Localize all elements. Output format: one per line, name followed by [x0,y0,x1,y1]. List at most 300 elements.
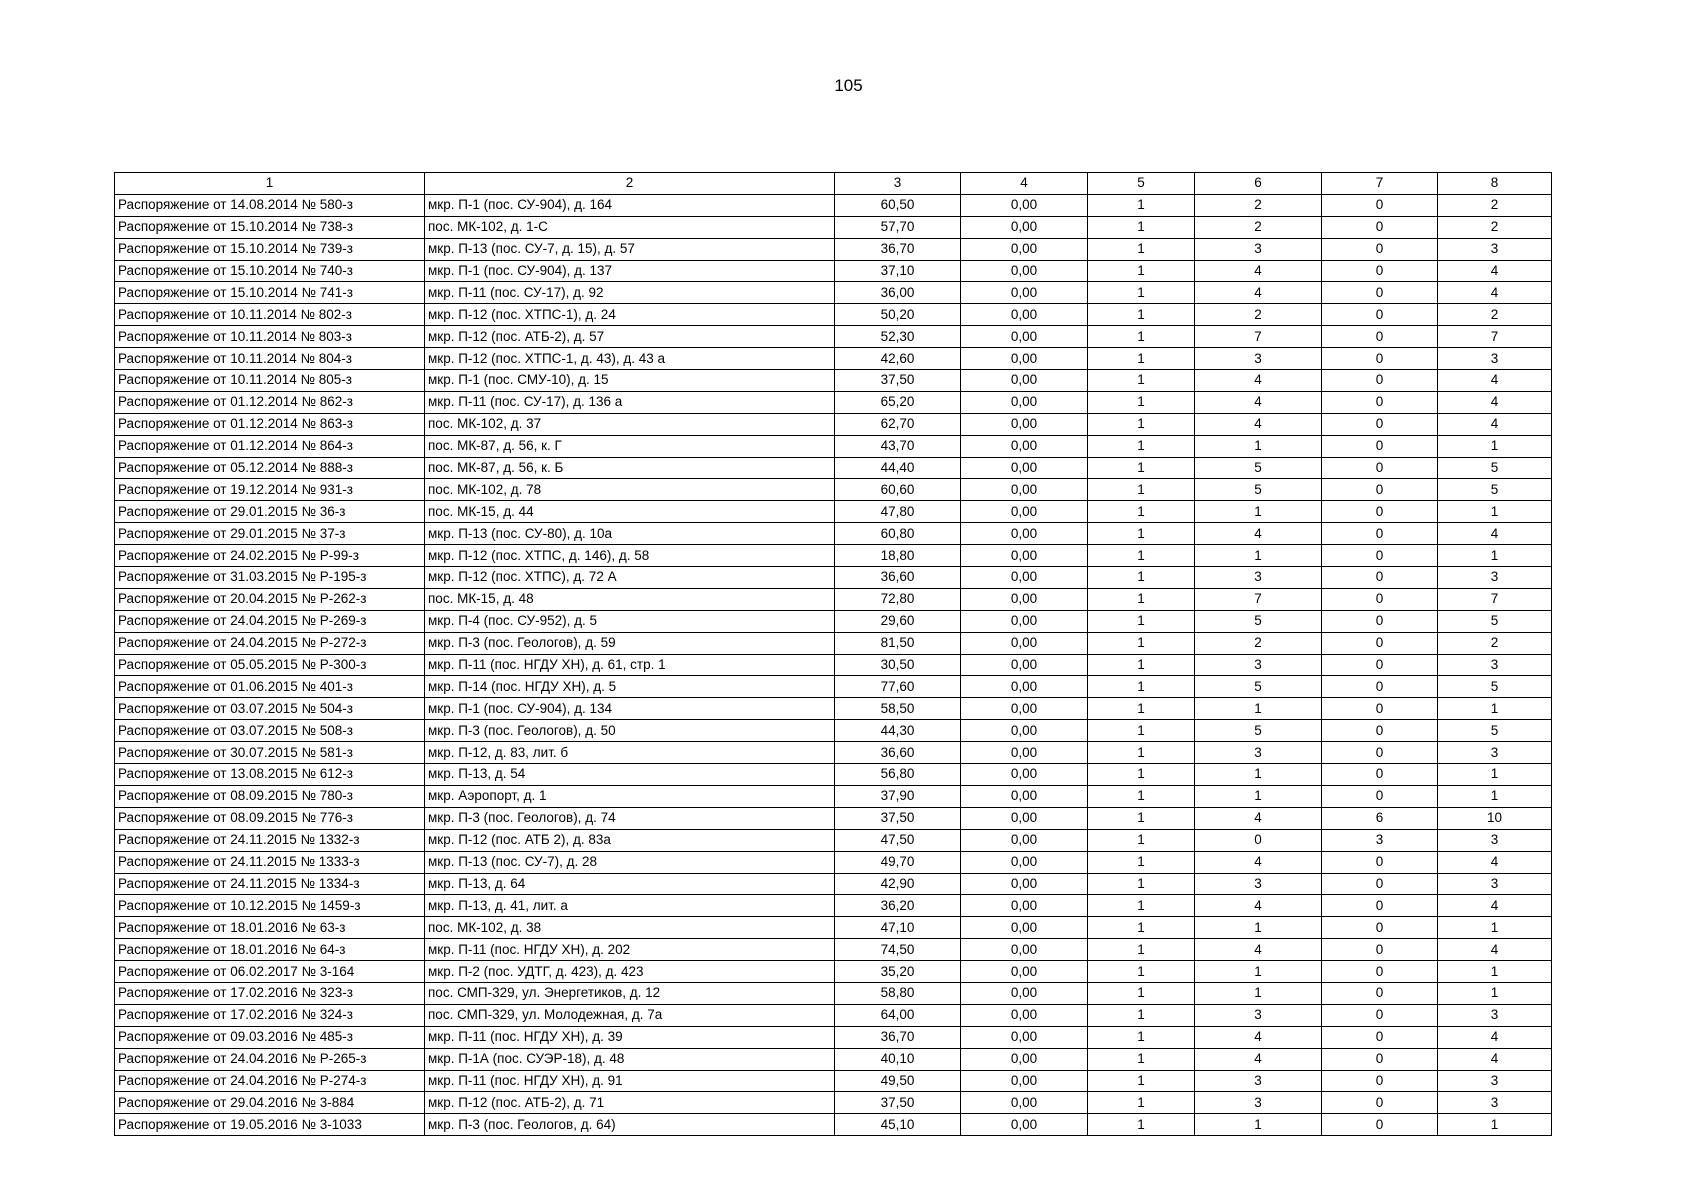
area-cell: 37,10 [835,260,961,282]
value-cell: 0,00 [961,873,1088,895]
table-row [115,873,1552,895]
count-cell: 0 [1322,479,1438,501]
count-cell: 1 [1088,501,1195,523]
total-cell: 7 [1438,588,1552,610]
count-cell: 1 [1088,851,1195,873]
count-cell: 0 [1322,720,1438,742]
document-cell: Распоряжение от 10.11.2014 № 803-з [115,326,425,348]
address-cell: мкр. П-2 (пос. УДТГ, д. 423), д. 423 [425,961,835,983]
count-cell: 2 [1195,304,1322,326]
count-cell: 5 [1195,457,1322,479]
count-cell: 1 [1195,785,1322,807]
table-row [115,654,1552,676]
count-cell: 0 [1322,764,1438,786]
address-cell: мкр. П-3 (пос. Геологов, д. 64) [425,1114,835,1136]
value-cell: 0,00 [961,588,1088,610]
area-cell: 81,50 [835,632,961,654]
count-cell: 1 [1088,764,1195,786]
document-cell: Распоряжение от 24.04.2016 № Р-265-з [115,1048,425,1070]
count-cell: 1 [1088,698,1195,720]
count-cell: 0 [1322,1048,1438,1070]
table-row [115,1004,1552,1026]
total-cell: 4 [1438,260,1552,282]
value-cell: 0,00 [961,1026,1088,1048]
count-cell: 0 [1322,610,1438,632]
count-cell: 0 [1322,1004,1438,1026]
table-row [115,829,1552,851]
count-cell: 0 [1322,304,1438,326]
table-row [115,895,1552,917]
area-cell: 72,80 [835,588,961,610]
table-row [115,676,1552,698]
column-header: 4 [961,173,1088,195]
address-cell: мкр. П-1 (пос. СУ-904), д. 137 [425,260,835,282]
address-cell: пос. МК-102, д. 78 [425,479,835,501]
total-cell: 1 [1438,698,1552,720]
count-cell: 1 [1088,545,1195,567]
total-cell: 1 [1438,501,1552,523]
count-cell: 1 [1088,939,1195,961]
document-cell: Распоряжение от 01.06.2015 № 401-з [115,676,425,698]
value-cell: 0,00 [961,917,1088,939]
table-row [115,698,1552,720]
total-cell: 3 [1438,1004,1552,1026]
count-cell: 1 [1088,479,1195,501]
document-cell: Распоряжение от 10.11.2014 № 804-з [115,348,425,370]
document-cell: Распоряжение от 05.05.2015 № Р-300-з [115,654,425,676]
area-cell: 74,50 [835,939,961,961]
count-cell: 1 [1195,1114,1322,1136]
value-cell: 0,00 [961,961,1088,983]
address-cell: пос. СМП-329, ул. Молодежная, д. 7а [425,1004,835,1026]
table-row [115,216,1552,238]
table-row [115,785,1552,807]
address-cell: мкр. П-13 (пос. СУ-7), д. 28 [425,851,835,873]
table-row [115,1048,1552,1070]
count-cell: 1 [1088,807,1195,829]
address-cell: мкр. П-13, д. 64 [425,873,835,895]
table-row [115,982,1552,1004]
count-cell: 0 [1322,1026,1438,1048]
count-cell: 1 [1195,545,1322,567]
document-cell: Распоряжение от 19.05.2016 № 3-1033 [115,1114,425,1136]
count-cell: 1 [1088,1004,1195,1026]
address-cell: мкр. П-12 (пос. ХТПС-1), д. 24 [425,304,835,326]
area-cell: 37,50 [835,807,961,829]
count-cell: 1 [1088,370,1195,392]
total-cell: 1 [1438,435,1552,457]
document-cell: Распоряжение от 03.07.2015 № 504-з [115,698,425,720]
value-cell: 0,00 [961,632,1088,654]
document-cell: Распоряжение от 01.12.2014 № 864-з [115,435,425,457]
count-cell: 0 [1322,785,1438,807]
document-cell: Распоряжение от 01.12.2014 № 863-з [115,413,425,435]
area-cell: 42,60 [835,348,961,370]
address-cell: мкр. П-3 (пос. Геологов), д. 59 [425,632,835,654]
total-cell: 4 [1438,939,1552,961]
document-cell: Распоряжение от 24.11.2015 № 1332-з [115,829,425,851]
count-cell: 1 [1088,304,1195,326]
address-cell: мкр. Аэропорт, д. 1 [425,785,835,807]
count-cell: 1 [1088,742,1195,764]
value-cell: 0,00 [961,982,1088,1004]
document-cell: Распоряжение от 24.11.2015 № 1333-з [115,851,425,873]
area-cell: 36,00 [835,282,961,304]
count-cell: 1 [1195,961,1322,983]
value-cell: 0,00 [961,523,1088,545]
total-cell: 2 [1438,194,1552,216]
address-cell: пос. СМП-329, ул. Энергетиков, д. 12 [425,982,835,1004]
count-cell: 0 [1322,370,1438,392]
count-cell: 3 [1195,1070,1322,1092]
document-cell: Распоряжение от 15.10.2014 № 739-з [115,238,425,260]
document-cell: Распоряжение от 15.10.2014 № 741-з [115,282,425,304]
count-cell: 1 [1088,282,1195,304]
count-cell: 0 [1322,282,1438,304]
count-cell: 5 [1195,610,1322,632]
count-cell: 0 [1322,632,1438,654]
table-row [115,282,1552,304]
total-cell: 4 [1438,523,1552,545]
area-cell: 43,70 [835,435,961,457]
value-cell: 0,00 [961,829,1088,851]
count-cell: 3 [1195,873,1322,895]
count-cell: 5 [1195,479,1322,501]
count-cell: 5 [1195,676,1322,698]
area-cell: 36,20 [835,895,961,917]
column-header: 8 [1438,173,1552,195]
count-cell: 2 [1195,194,1322,216]
area-cell: 60,50 [835,194,961,216]
address-cell: мкр. П-11 (пос. НГДУ ХН), д. 61, стр. 1 [425,654,835,676]
address-cell: мкр. П-13 (пос. СУ-80), д. 10а [425,523,835,545]
total-cell: 5 [1438,479,1552,501]
total-cell: 4 [1438,370,1552,392]
count-cell: 4 [1195,523,1322,545]
total-cell: 4 [1438,895,1552,917]
area-cell: 62,70 [835,413,961,435]
table-body [115,194,1552,1135]
address-cell: мкр. П-1А (пос. СУЭР-18), д. 48 [425,1048,835,1070]
table-row [115,1026,1552,1048]
area-cell: 30,50 [835,654,961,676]
column-header: 5 [1088,173,1195,195]
count-cell: 0 [1322,654,1438,676]
table-row [115,391,1552,413]
count-cell: 1 [1088,829,1195,851]
table-row [115,457,1552,479]
address-cell: мкр. П-12, д. 83, лит. б [425,742,835,764]
total-cell: 5 [1438,457,1552,479]
count-cell: 4 [1195,895,1322,917]
value-cell: 0,00 [961,326,1088,348]
total-cell: 3 [1438,654,1552,676]
count-cell: 0 [1322,1092,1438,1114]
table-row [115,1070,1552,1092]
total-cell: 4 [1438,1048,1552,1070]
table-row [115,742,1552,764]
table-row [115,764,1552,786]
address-cell: пос. МК-15, д. 44 [425,501,835,523]
value-cell: 0,00 [961,391,1088,413]
address-cell: мкр. П-12 (пос. АТБ-2), д. 57 [425,326,835,348]
total-cell: 4 [1438,391,1552,413]
area-cell: 36,70 [835,1026,961,1048]
count-cell: 6 [1322,807,1438,829]
document-cell: Распоряжение от 06.02.2017 № 3-164 [115,961,425,983]
value-cell: 0,00 [961,895,1088,917]
address-cell: мкр. П-4 (пос. СУ-952), д. 5 [425,610,835,632]
document-cell: Распоряжение от 29.04.2016 № 3-884 [115,1092,425,1114]
data-table [114,172,1552,1136]
count-cell: 1 [1088,654,1195,676]
value-cell: 0,00 [961,348,1088,370]
total-cell: 4 [1438,413,1552,435]
total-cell: 3 [1438,742,1552,764]
table-row [115,435,1552,457]
area-cell: 40,10 [835,1048,961,1070]
count-cell: 0 [1322,1114,1438,1136]
count-cell: 1 [1088,895,1195,917]
value-cell: 0,00 [961,370,1088,392]
total-cell: 1 [1438,917,1552,939]
area-cell: 58,80 [835,982,961,1004]
area-cell: 57,70 [835,216,961,238]
count-cell: 1 [1088,961,1195,983]
value-cell: 0,00 [961,567,1088,589]
total-cell: 3 [1438,567,1552,589]
table-row [115,588,1552,610]
address-cell: пос. МК-15, д. 48 [425,588,835,610]
table-row [115,807,1552,829]
column-header: 3 [835,173,961,195]
document-cell: Распоряжение от 15.10.2014 № 738-з [115,216,425,238]
total-cell: 3 [1438,829,1552,851]
address-cell: пос. МК-102, д. 37 [425,413,835,435]
count-cell: 1 [1195,764,1322,786]
count-cell: 3 [1195,348,1322,370]
document-cell: Распоряжение от 29.01.2015 № 36-з [115,501,425,523]
table-row [115,1092,1552,1114]
document-cell: Распоряжение от 17.02.2016 № 323-з [115,982,425,1004]
document-cell: Распоряжение от 10.12.2015 № 1459-з [115,895,425,917]
value-cell: 0,00 [961,1048,1088,1070]
column-header: 2 [425,173,835,195]
address-cell: мкр. П-1 (пос. СУ-904), д. 164 [425,194,835,216]
count-cell: 0 [1322,742,1438,764]
area-cell: 49,50 [835,1070,961,1092]
area-cell: 45,10 [835,1114,961,1136]
count-cell: 1 [1088,238,1195,260]
total-cell: 4 [1438,851,1552,873]
count-cell: 0 [1322,348,1438,370]
address-cell: пос. МК-102, д. 38 [425,917,835,939]
address-cell: мкр. П-12 (пос. ХТПС), д. 72 А [425,567,835,589]
value-cell: 0,00 [961,216,1088,238]
count-cell: 1 [1088,610,1195,632]
count-cell: 2 [1195,216,1322,238]
address-cell: пос. МК-87, д. 56, к. Б [425,457,835,479]
area-cell: 77,60 [835,676,961,698]
count-cell: 1 [1088,982,1195,1004]
table-row [115,851,1552,873]
count-cell: 0 [1322,982,1438,1004]
value-cell: 0,00 [961,501,1088,523]
count-cell: 0 [1322,895,1438,917]
count-cell: 1 [1088,588,1195,610]
table-row [115,304,1552,326]
value-cell: 0,00 [961,1092,1088,1114]
area-cell: 60,80 [835,523,961,545]
value-cell: 0,00 [961,304,1088,326]
address-cell: мкр. П-12 (пос. ХТПС, д. 146), д. 58 [425,545,835,567]
table-header-row [115,173,1552,195]
address-cell: мкр. П-3 (пос. Геологов), д. 74 [425,807,835,829]
count-cell: 4 [1195,851,1322,873]
count-cell: 3 [1195,742,1322,764]
area-cell: 44,40 [835,457,961,479]
address-cell: мкр. П-11 (пос. НГДУ ХН), д. 202 [425,939,835,961]
count-cell: 0 [1322,939,1438,961]
count-cell: 1 [1088,1092,1195,1114]
total-cell: 3 [1438,1092,1552,1114]
document-cell: Распоряжение от 08.09.2015 № 780-з [115,785,425,807]
table-row [115,501,1552,523]
count-cell: 4 [1195,370,1322,392]
count-cell: 1 [1088,632,1195,654]
column-header: 7 [1322,173,1438,195]
total-cell: 1 [1438,1114,1552,1136]
area-cell: 42,90 [835,873,961,895]
document-cell: Распоряжение от 05.12.2014 № 888-з [115,457,425,479]
address-cell: мкр. П-3 (пос. Геологов), д. 50 [425,720,835,742]
total-cell: 1 [1438,764,1552,786]
table-row [115,961,1552,983]
table-row [115,610,1552,632]
document-cell: Распоряжение от 18.01.2016 № 64-з [115,939,425,961]
value-cell: 0,00 [961,194,1088,216]
count-cell: 1 [1088,413,1195,435]
count-cell: 4 [1195,939,1322,961]
count-cell: 1 [1088,1026,1195,1048]
count-cell: 1 [1195,698,1322,720]
count-cell: 4 [1195,260,1322,282]
document-cell: Распоряжение от 08.09.2015 № 776-з [115,807,425,829]
column-header: 6 [1195,173,1322,195]
area-cell: 47,80 [835,501,961,523]
count-cell: 0 [1322,545,1438,567]
count-cell: 1 [1088,216,1195,238]
total-cell: 5 [1438,676,1552,698]
count-cell: 2 [1195,632,1322,654]
document-cell: Распоряжение от 01.12.2014 № 862-з [115,391,425,413]
count-cell: 0 [1322,698,1438,720]
address-cell: мкр. П-11 (пос. НГДУ ХН), д. 39 [425,1026,835,1048]
table-row [115,370,1552,392]
count-cell: 0 [1322,435,1438,457]
value-cell: 0,00 [961,413,1088,435]
area-cell: 65,20 [835,391,961,413]
area-cell: 52,30 [835,326,961,348]
table-row [115,479,1552,501]
value-cell: 0,00 [961,742,1088,764]
total-cell: 1 [1438,545,1552,567]
total-cell: 1 [1438,785,1552,807]
address-cell: мкр. П-12 (пос. ХТПС-1, д. 43), д. 43 а [425,348,835,370]
total-cell: 5 [1438,610,1552,632]
value-cell: 0,00 [961,720,1088,742]
value-cell: 0,00 [961,238,1088,260]
count-cell: 0 [1322,917,1438,939]
total-cell: 3 [1438,238,1552,260]
area-cell: 18,80 [835,545,961,567]
address-cell: мкр. П-14 (пос. НГДУ ХН), д. 5 [425,676,835,698]
document-cell: Распоряжение от 10.11.2014 № 805-з [115,370,425,392]
table-row [115,348,1552,370]
table-row [115,1114,1552,1136]
area-cell: 60,60 [835,479,961,501]
total-cell: 4 [1438,282,1552,304]
count-cell: 0 [1322,501,1438,523]
count-cell: 1 [1195,501,1322,523]
total-cell: 3 [1438,348,1552,370]
count-cell: 1 [1088,391,1195,413]
document-cell: Распоряжение от 24.11.2015 № 1334-з [115,873,425,895]
document-cell: Распоряжение от 10.11.2014 № 802-з [115,304,425,326]
count-cell: 3 [1195,1004,1322,1026]
area-cell: 36,60 [835,742,961,764]
area-cell: 47,50 [835,829,961,851]
count-cell: 1 [1088,1070,1195,1092]
count-cell: 0 [1195,829,1322,851]
document-cell: Распоряжение от 24.02.2015 № Р-99-з [115,545,425,567]
table-row [115,939,1552,961]
table-row [115,238,1552,260]
value-cell: 0,00 [961,545,1088,567]
count-cell: 0 [1322,194,1438,216]
document-cell: Распоряжение от 24.04.2015 № Р-269-з [115,610,425,632]
count-cell: 1 [1195,917,1322,939]
area-cell: 49,70 [835,851,961,873]
value-cell: 0,00 [961,654,1088,676]
count-cell: 1 [1088,720,1195,742]
address-cell: пос. МК-102, д. 1-С [425,216,835,238]
value-cell: 0,00 [961,939,1088,961]
document-cell: Распоряжение от 03.07.2015 № 508-з [115,720,425,742]
count-cell: 4 [1195,1026,1322,1048]
count-cell: 1 [1088,1114,1195,1136]
count-cell: 3 [1195,567,1322,589]
address-cell: пос. МК-87, д. 56, к. Г [425,435,835,457]
count-cell: 1 [1088,194,1195,216]
count-cell: 1 [1088,348,1195,370]
count-cell: 1 [1195,982,1322,1004]
value-cell: 0,00 [961,282,1088,304]
count-cell: 1 [1195,435,1322,457]
address-cell: мкр. П-11 (пос. НГДУ ХН), д. 91 [425,1070,835,1092]
count-cell: 1 [1088,435,1195,457]
area-cell: 37,50 [835,370,961,392]
value-cell: 0,00 [961,260,1088,282]
address-cell: мкр. П-13, д. 54 [425,764,835,786]
count-cell: 1 [1088,676,1195,698]
count-cell: 1 [1088,785,1195,807]
document-cell: Распоряжение от 24.04.2016 № Р-274-з [115,1070,425,1092]
total-cell: 2 [1438,216,1552,238]
count-cell: 4 [1195,282,1322,304]
document-cell: Распоряжение от 14.08.2014 № 580-з [115,194,425,216]
count-cell: 0 [1322,326,1438,348]
